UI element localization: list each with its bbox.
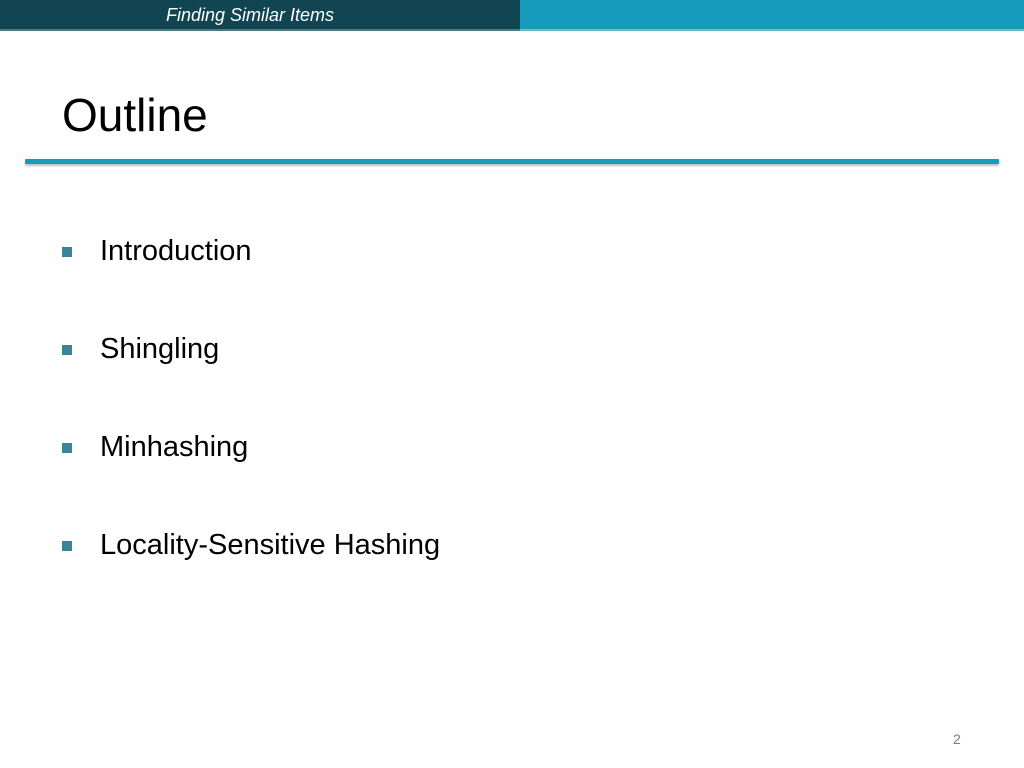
bullet-text: Introduction [100, 235, 252, 267]
title-underline-divider [25, 159, 999, 164]
list-item [62, 430, 440, 528]
header-right-panel [520, 0, 1024, 31]
square-bullet-icon [62, 247, 72, 257]
header-band [0, 0, 1024, 32]
square-bullet-icon [62, 541, 72, 551]
slide-title: Outline [62, 89, 208, 141]
bullet-text: Minhashing [100, 431, 249, 463]
header-left-panel [0, 0, 520, 31]
bullet-text: Shingling [100, 333, 220, 365]
list-item [62, 528, 440, 626]
square-bullet-icon [62, 345, 72, 355]
page-number: 2 [953, 731, 961, 747]
square-bullet-icon [62, 443, 72, 453]
presentation-title: Finding Similar Items [166, 5, 335, 25]
list-item [62, 332, 440, 430]
bullet-text: Locality-Sensitive Hashing [100, 529, 441, 561]
list-item [62, 234, 440, 332]
outline-bullet-list [62, 234, 440, 626]
